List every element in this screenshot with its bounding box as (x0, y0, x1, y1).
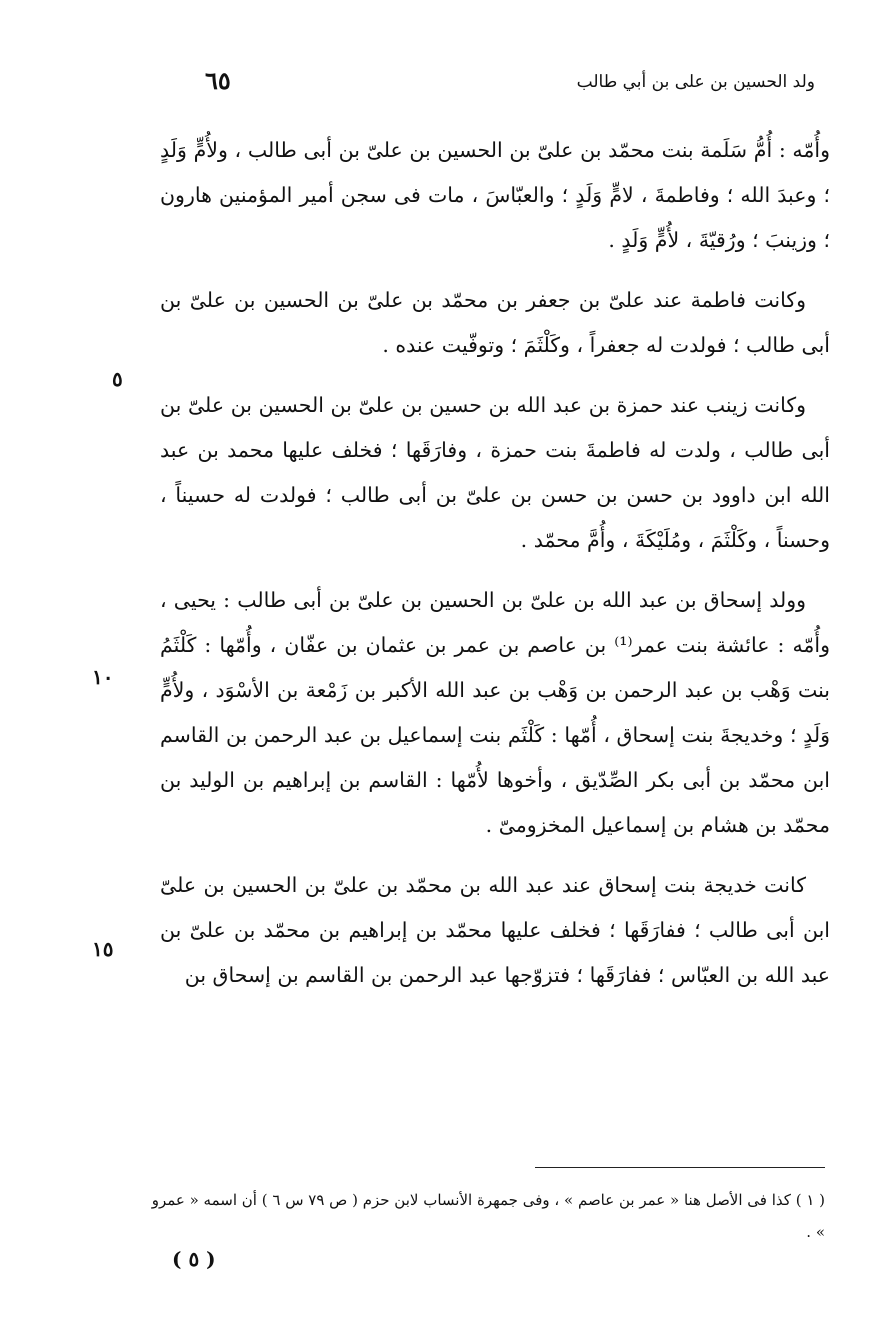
line-number-5: ٥ (112, 367, 123, 391)
paragraph-5: كانت خديجة بنت إسحاق عند عبد الله بن محمّد بن علىّ بن الحسين بن علىّ ابن أبى طالب ؛ ففارَقَها ؛ فخلف عليها محمّد بن إبراهيم بن محمّد بن علىّ بن عبد الله بن العبّاس ؛ ففارَقَها ؛ فتزوّجها عبد الرحمن بن القاسم بن إسحاق بن (160, 873, 830, 987)
line-number-15: ١٥ (92, 937, 114, 961)
page-header (165, 66, 825, 106)
paragraph-1: وأُمّه : أُمُّ سَلَمة بنت محمّد بن علىّ بن الحسين بن علىّ بن أبى طالب ، ولأُمٍّ وَلَدٍ ؛ وعبدَ الله ؛ وفاطمةَ ، لامٍّ وَلَدٍ ؛ والعبّاسَ ، مات فى سجن أمير المؤمنين هارون ؛ وزينبَ ؛ ورُقيّةَ ، لأُمٍّ وَلَدٍ . (160, 138, 830, 252)
signature-mark: ( ٥ ) (172, 1247, 216, 1271)
footnote: ( ١ ) كذا فى الأصل هنا « عمر بن عاصم » ، وفى جمهرة الأنساب لابن حزم ( ص ٧٩ س ٦ ) أن اسمه « عمرو » . (151, 1191, 825, 1241)
footnote-divider (535, 1167, 825, 1168)
paragraph-3: وكانت زينب عند حمزة بن عبد الله بن حسين بن علىّ بن الحسين بن علىّ بن أبى طالب ، ولدت له فاطمةَ بنت حمزة ، وفارَقَها ؛ فخلف عليها محمد بن عبد الله ابن داوود بن حسن بن حسن بن علىّ بن أبى طالب ؛ فولدت له حسيناً ، وحسناً ، وكَلْثَمَ ، ومُلَيْكَةَ ، وأُمَّ محمّد . (160, 393, 830, 552)
main-text (160, 128, 830, 998)
paragraph-2: وكانت فاطمة عند علىّ بن جعفر بن محمّد بن علىّ بن الحسين بن علىّ بن أبى طالب ؛ فولدت له جعفراً ، وكَلْثَمَ ؛ وتوفّيت عنده . (160, 288, 830, 357)
running-head: ولد الحسين بن على بن أبي طالب (576, 72, 815, 92)
paragraph-4: وولد إسحاق بن عبد الله بن علىّ بن الحسين بن علىّ بن أبى طالب : يحيى ، وأُمّه : عائشة بنت عمر⁽¹⁾ بن عاصم بن عمر بن عثمان بن عفّان ، وأُمّها : كَلْثَمُ بنت وَهْب بن عبد الرحمن بن وَهْب بن عبد الله الأكبر بن زَمْعة بن الأسْوَد ، ولأُمٍّ وَلَدٍ ؛ وخديجةَ بنت إسحاق ، أُمّها : كَلْثَم بنت إسماعيل بن عبد الرحمن بن القاسم ابن محمّد بن أبى بكر الصِّدّيق ، وأخوها لأُمّها : القاسم بن إبراهيم بن الوليد بن محمّد بن هشام بن إسماعيل المخزومىّ . (160, 588, 831, 837)
line-number-10: ١٠ (92, 665, 114, 689)
page-number: ٦٥ (205, 66, 231, 95)
